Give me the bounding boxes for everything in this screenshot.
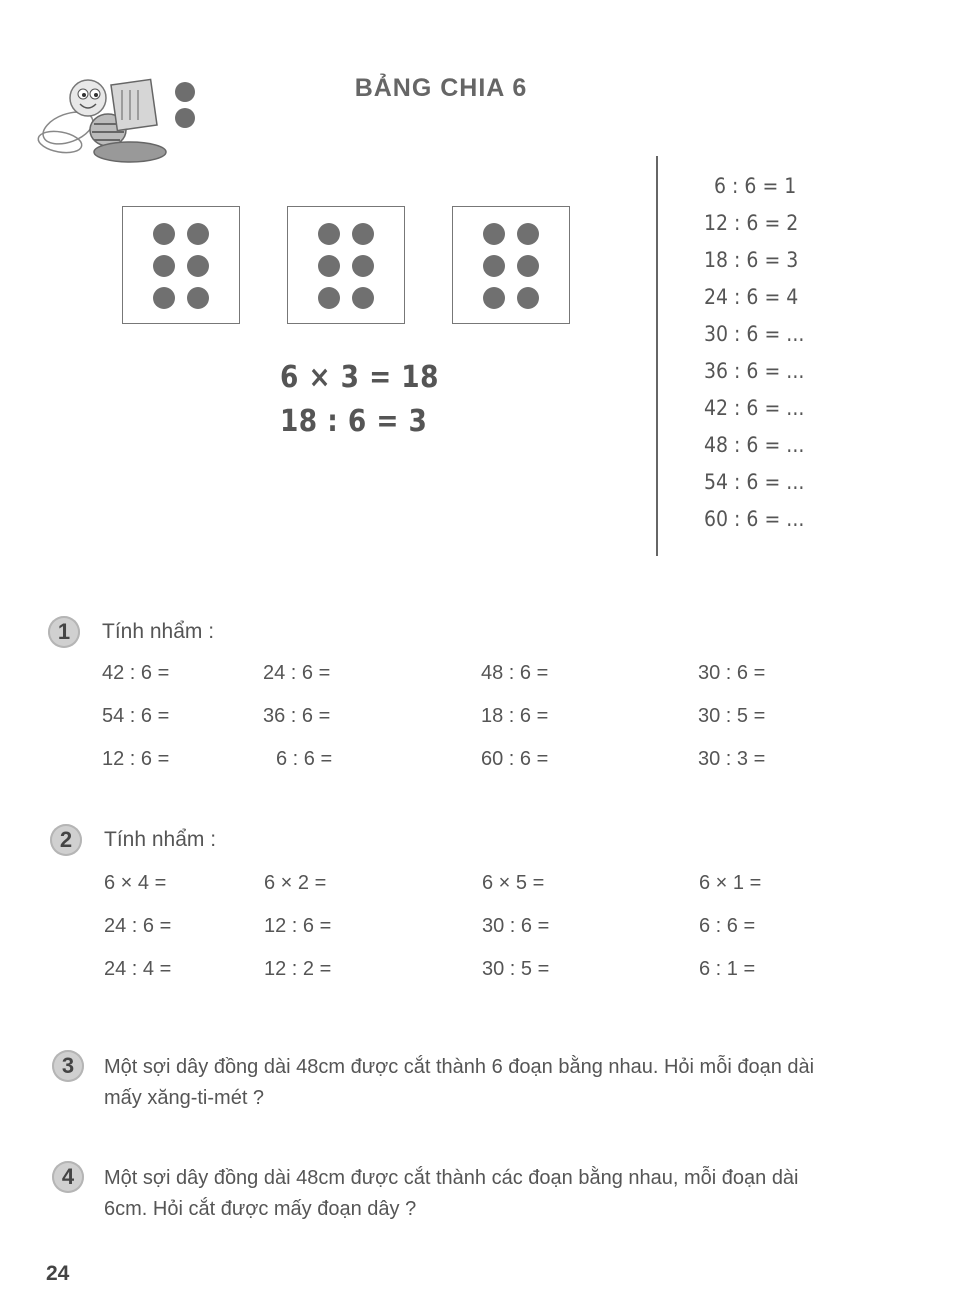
exercise-cell: 12 : 2 =: [264, 958, 332, 980]
exercise-cell: 6 : 1 =: [699, 958, 756, 980]
exercise-cell: 30 : 3 =: [698, 748, 766, 770]
table-row: 30 : 6 = ...: [704, 322, 805, 346]
exercise-cell: 6 × 2 =: [264, 872, 327, 894]
table-row: 12 : 6 = 2: [704, 211, 799, 235]
table-row: 42 : 6 = ...: [704, 396, 805, 420]
exercise-cell: 54 : 6 =: [102, 705, 170, 727]
exercise-cell: 42 : 6 =: [102, 662, 170, 684]
multiplication-equation: 6 × 3 = 18: [280, 360, 439, 395]
table-row: 18 : 6 = 3: [704, 248, 799, 272]
exercise-3-line-2: mấy xăng-ti-mét ?: [104, 1087, 265, 1109]
division-equation: 18 : 6 = 3: [280, 404, 428, 439]
exercise-cell: 12 : 6 =: [264, 915, 332, 937]
exercise-cell: 60 : 6 =: [481, 748, 549, 770]
exercise-4-text: [104, 1163, 864, 1225]
exercise-cell: 30 : 5 =: [698, 705, 766, 727]
table-row: 24 : 6 = 4: [704, 285, 799, 309]
divider-line: [656, 156, 658, 556]
exercise-cell: 6 : 6 =: [276, 748, 333, 770]
table-row: 6 : 6 = 1: [714, 174, 797, 198]
table-row: 54 : 6 = ...: [704, 470, 805, 494]
exercise-1-title: Tính nhẩm :: [102, 620, 215, 643]
dot-box: [452, 206, 570, 324]
table-row: 48 : 6 = ...: [704, 433, 805, 457]
exercise-cell: 30 : 6 =: [698, 662, 766, 684]
exercise-number-2: 2: [50, 824, 82, 856]
exercise-cell: 48 : 6 =: [481, 662, 549, 684]
exercise-number-4: 4: [52, 1161, 84, 1193]
exercise-cell: 30 : 5 =: [482, 958, 550, 980]
dot-box: [122, 206, 240, 324]
table-row: 36 : 6 = ...: [704, 359, 805, 383]
exercise-cell: 24 : 6 =: [104, 915, 172, 937]
exercise-cell: 6 × 4 =: [104, 872, 167, 894]
exercise-cell: 6 : 6 =: [699, 915, 756, 937]
table-row: 60 : 6 = ...: [704, 507, 805, 531]
exercise-cell: 36 : 6 =: [263, 705, 331, 727]
exercise-cell: 24 : 6 =: [263, 662, 331, 684]
exercise-4-line-1: Một sợi dây đồng dài 48cm được cắt thành các đoạn bằng nhau, mỗi đoạn dài: [104, 1167, 799, 1189]
exercise-cell: 18 : 6 =: [481, 705, 549, 727]
exercise-2-title: Tính nhẩm :: [104, 828, 217, 851]
exercise-3-line-1: Một sợi dây đồng dài 48cm được cắt thành 6 đoạn bằng nhau. Hỏi mỗi đoạn dài: [104, 1056, 815, 1078]
exercise-cell: 24 : 4 =: [104, 958, 172, 980]
exercise-cell: 30 : 6 =: [482, 915, 550, 937]
exercise-number-3: 3: [52, 1050, 84, 1082]
exercise-3-text: [104, 1052, 864, 1114]
exercise-4-line-2: 6cm. Hỏi cắt được mấy đoạn dây ?: [104, 1198, 417, 1220]
dot-box: [287, 206, 405, 324]
page-title: BẢNG CHIA 6: [354, 74, 528, 102]
exercise-cell: 6 × 1 =: [699, 872, 762, 894]
exercise-number-1: 1: [48, 616, 80, 648]
exercise-cell: 6 × 5 =: [482, 872, 545, 894]
exercise-cell: 12 : 6 =: [102, 748, 170, 770]
page-number: 24: [46, 1262, 70, 1285]
